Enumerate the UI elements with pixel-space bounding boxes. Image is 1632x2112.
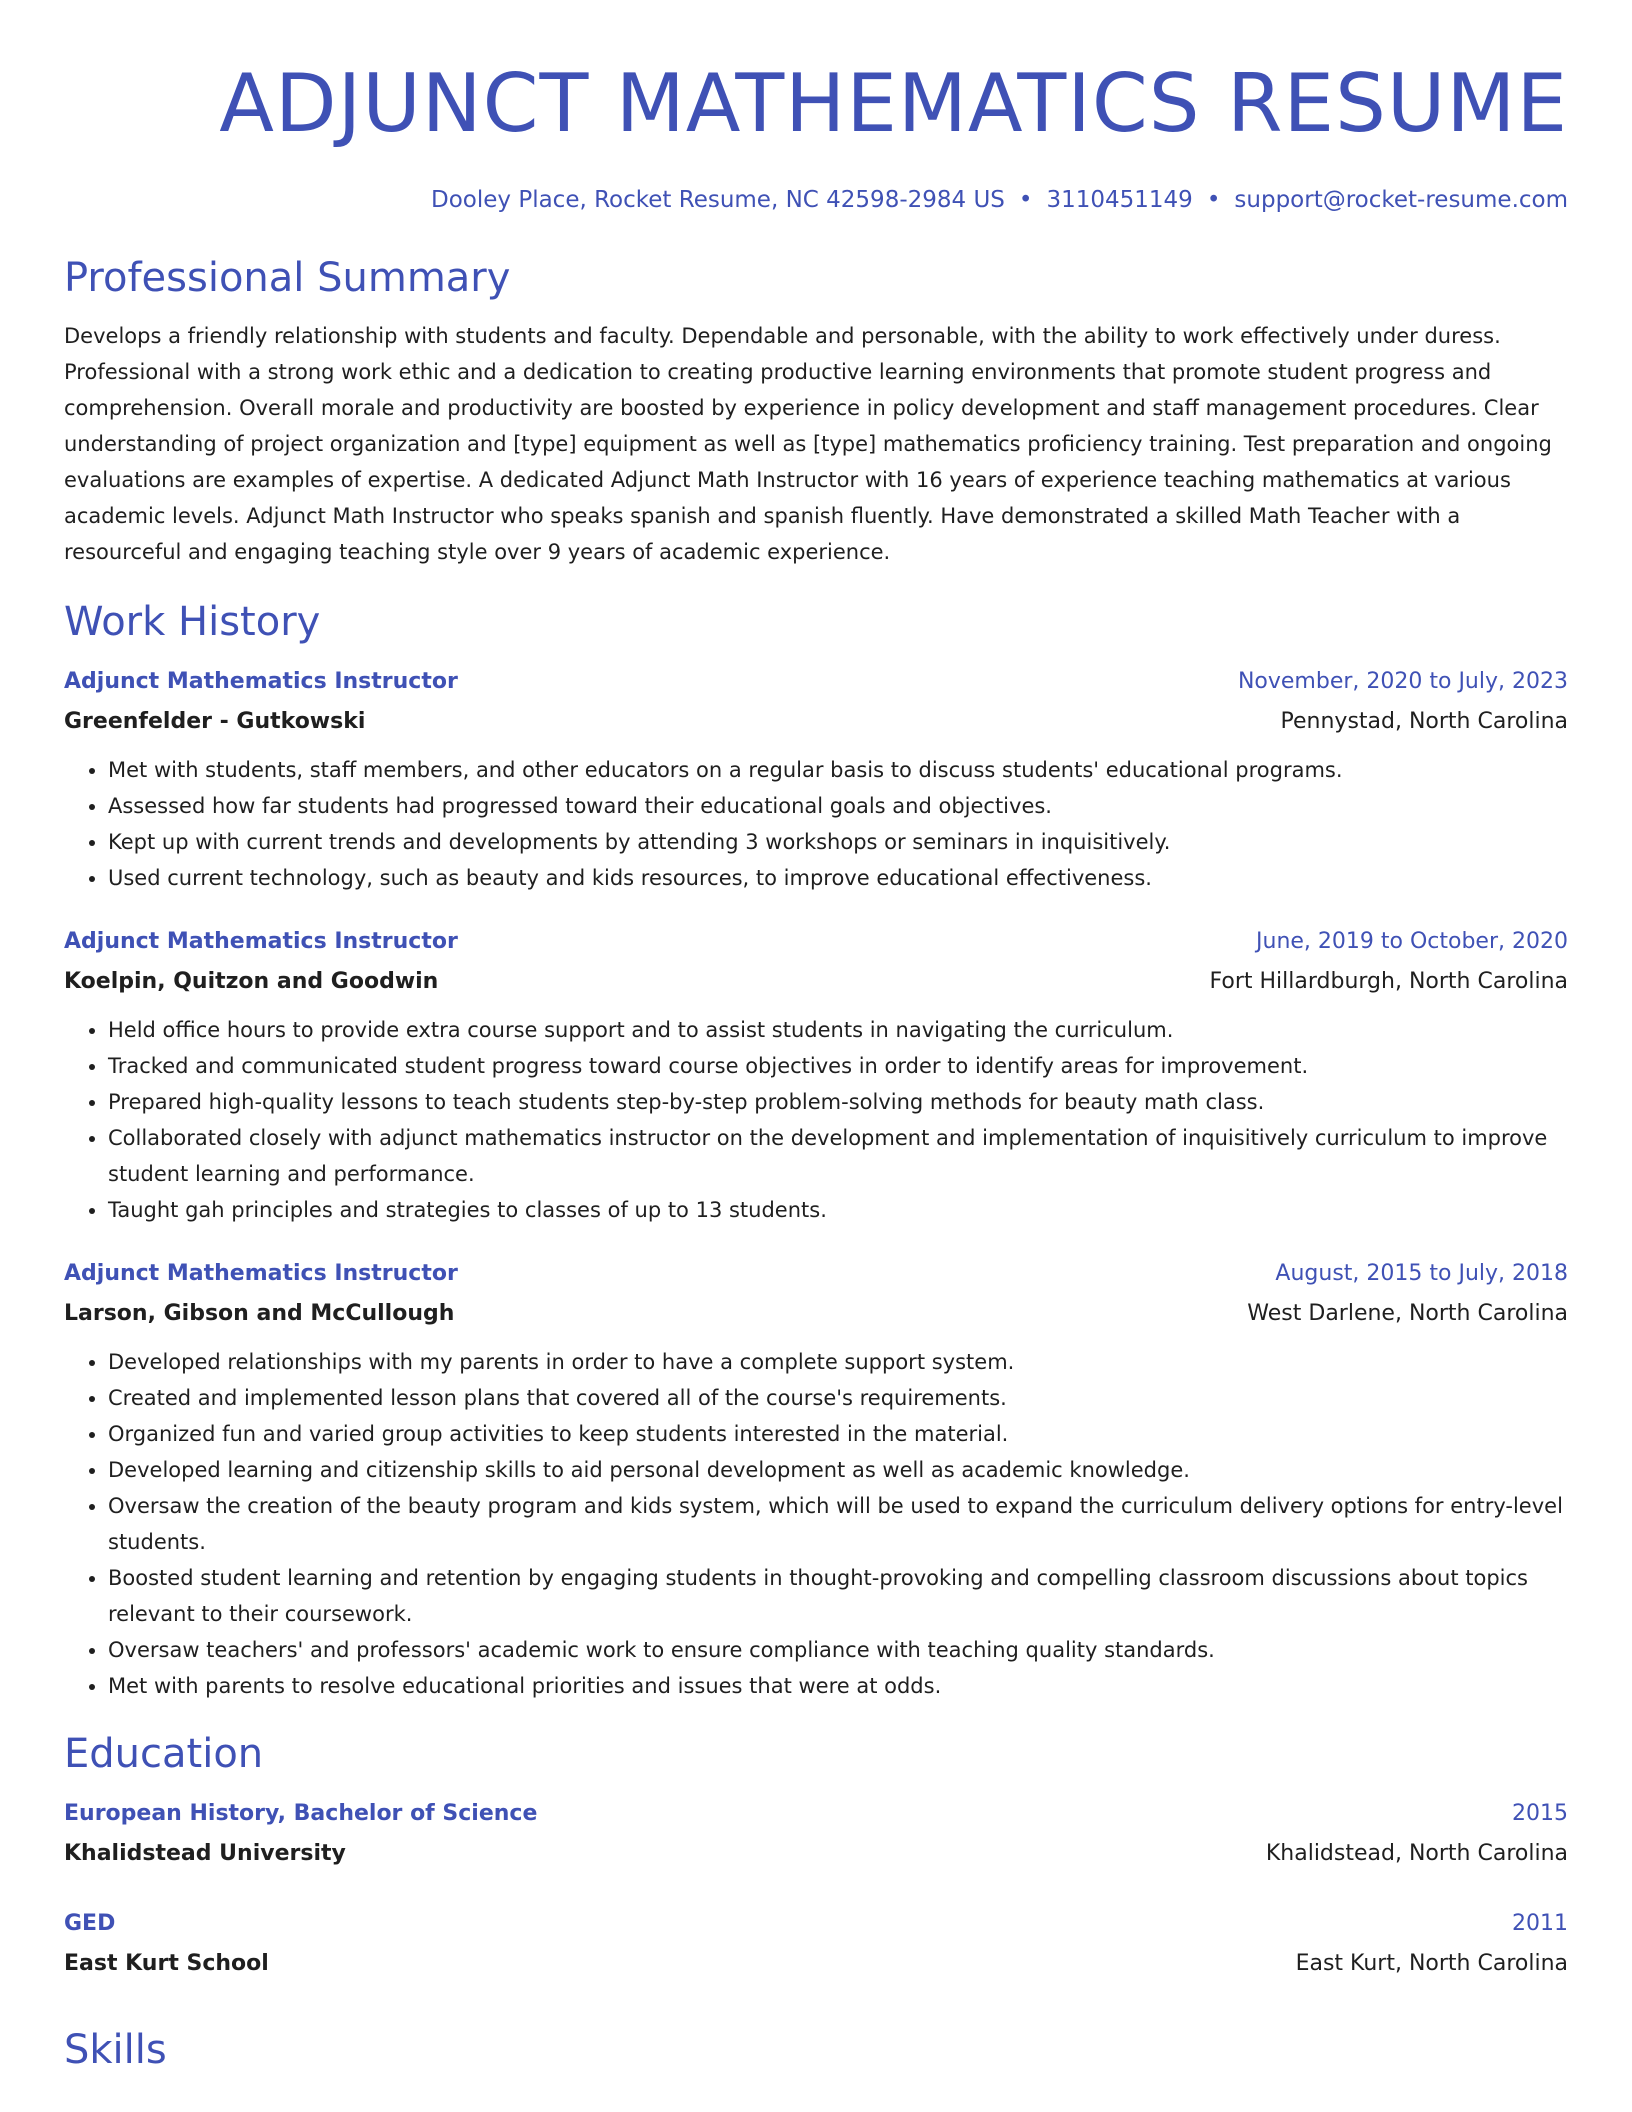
job-bullet: • Prepared high-quality lessons to teach students step-by-step problem-solving methods for beauty math class. <box>108 1084 1568 1120</box>
education-year: 2015 <box>1512 1801 1568 1826</box>
work-entry <box>64 922 1568 1228</box>
job-bullet: • Created and implemented lesson plans that covered all of the course's requirements. <box>108 1380 1568 1416</box>
job-role: Adjunct Mathematics Instructor <box>64 1261 458 1286</box>
education-heading: Education <box>64 1731 264 1777</box>
job-bullet: • Oversaw teachers' and professors' academic work to ensure compliance with teaching quality standards. <box>108 1632 1568 1668</box>
resume-page <box>64 0 1568 2076</box>
job-bullets <box>64 1344 1568 1704</box>
contact-separator: • <box>1018 187 1033 213</box>
education-year: 2011 <box>1512 1911 1568 1936</box>
job-employer: Greenfelder - Gutkowski <box>64 709 366 734</box>
resume-title: ADJUNCT MATHEMATICS RESUME <box>219 57 1568 150</box>
job-employer: Larson, Gibson and McCullough <box>64 1301 455 1326</box>
job-location: West Darlene, North Carolina <box>1247 1301 1568 1326</box>
work-entry <box>64 662 1568 896</box>
summary-text: Develops a friendly relationship with students and faculty. Dependable and personable, with the ability to work effectively under duress. Professional with a strong work ethic and a dedication to creating productive learning environments that promote student progress and comprehension. Overall morale and productivity are boosted by experience in policy development and staff management procedures. Clear understanding of project organization and [type] equipment as well as [type] mathematics proficiency training. Test preparation and ongoing evaluations are examples of expertise. A dedicated Adjunct Math Instructor with 16 years of experience teaching mathematics at various academic levels. Adjunct Math Instructor who speaks spanish and spanish fluently. Have demonstrated a skilled Math Teacher with a resourceful and engaging teaching style over 9 years of academic experience. <box>64 324 1552 564</box>
contact-email[interactable]: support@rocket-resume.com <box>1234 187 1568 213</box>
job-bullet: • Collaborated closely with adjunct mathematics instructor on the development and implementation of inquisitively curriculum to improve student learning and performance. <box>108 1120 1568 1192</box>
job-bullet: • Met with parents to resolve educational priorities and issues that were at odds. <box>108 1668 1568 1704</box>
education-location: East Kurt, North Carolina <box>1295 1951 1568 1976</box>
contact-phone: 3110451149 <box>1046 187 1193 213</box>
job-bullet: • Assessed how far students had progressed toward their educational goals and objectives. <box>108 788 1568 824</box>
job-bullet: • Taught gah principles and strategies to classes of up to 13 students. <box>108 1192 1568 1228</box>
job-location: Fort Hillardburgh, North Carolina <box>1209 969 1568 994</box>
job-location: Pennystad, North Carolina <box>1280 709 1568 734</box>
job-employer: Koelpin, Quitzon and Goodwin <box>64 969 439 994</box>
job-bullet: • Oversaw the creation of the beauty program and kids system, which will be used to expand the curriculum delivery options for entry-level students. <box>108 1488 1568 1560</box>
education-degree: European History, Bachelor of Science <box>64 1801 538 1826</box>
job-bullet: • Boosted student learning and retention by engaging students in thought-provoking and compelling classroom discussions about topics relevant to their coursework. <box>108 1560 1568 1632</box>
education-entry <box>64 1794 1568 1874</box>
job-bullets <box>64 1012 1568 1228</box>
job-bullet: • Held office hours to provide extra course support and to assist students in navigating the curriculum. <box>108 1012 1568 1048</box>
contact-line <box>64 184 1568 216</box>
skills-heading: Skills <box>64 2027 167 2073</box>
education-entry <box>64 1904 1568 1984</box>
education-location: Khalidstead, North Carolina <box>1265 1841 1568 1866</box>
job-role: Adjunct Mathematics Instructor <box>64 929 458 954</box>
contact-address: Dooley Place, Rocket Resume, NC 42598-2984 US <box>431 187 1005 213</box>
job-bullet: • Developed relationships with my parents in order to have a complete support system. <box>108 1344 1568 1380</box>
work-entry <box>64 1254 1568 1704</box>
job-bullet: • Developed learning and citizenship skills to aid personal development as well as academic knowledge. <box>108 1452 1568 1488</box>
job-dates: June, 2019 to October, 2020 <box>1256 929 1568 954</box>
education-degree: GED <box>64 1911 116 1936</box>
work-history-heading: Work History <box>64 599 321 645</box>
job-dates: August, 2015 to July, 2018 <box>1275 1261 1568 1286</box>
job-role: Adjunct Mathematics Instructor <box>64 669 458 694</box>
education-school: Khalidstead University <box>64 1841 346 1866</box>
job-bullet: • Used current technology, such as beauty and kids resources, to improve educational effectiveness. <box>108 860 1568 896</box>
contact-separator: • <box>1206 187 1221 213</box>
job-bullet: • Met with students, staff members, and other educators on a regular basis to discuss students' educational programs. <box>108 752 1568 788</box>
summary-heading: Professional Summary <box>64 255 511 301</box>
job-bullet: • Tracked and communicated student progress toward course objectives in order to identify areas for improvement. <box>108 1048 1568 1084</box>
job-bullet: • Kept up with current trends and developments by attending 3 workshops or seminars in inquisitively. <box>108 824 1568 860</box>
job-dates: November, 2020 to July, 2023 <box>1237 669 1568 694</box>
job-bullet: • Organized fun and varied group activities to keep students interested in the material. <box>108 1416 1568 1452</box>
education-school: East Kurt School <box>64 1951 269 1976</box>
job-bullets <box>64 752 1568 896</box>
